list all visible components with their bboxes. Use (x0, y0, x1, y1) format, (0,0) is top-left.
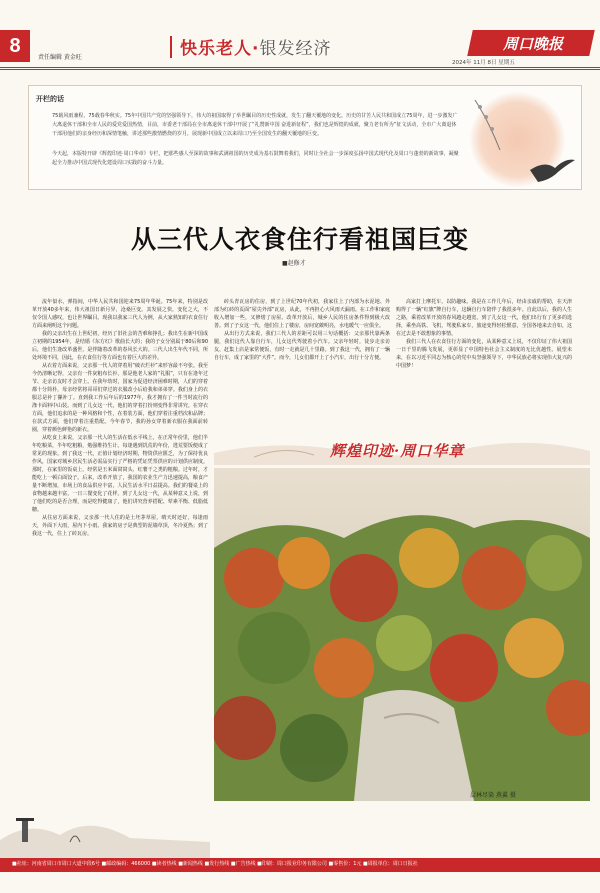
section-title-sep: · (252, 39, 260, 59)
paragraph: 从吃食上来说，父亲那一代人的生活在低水平线上，在正常年份里，他们半年吃粮菜，半年吃粗粮，勉强维持生计。每逢遇到饥荒的年份，逃荒要饭便成了常见的现象。到了我这一代，正值计划经济时期，物资供应匮乏，为了保持优良作风，国家对城乡居民生活必需品实行了严格的凭证凭票供应的计划供应制度。那时，在家里的饭桌上，经常是玉米面窝窝头、红薯干之类的粗粮。过年时，才能吃上一顿白面饺子。后来，改革开放了，我国的农业生产力迅速提高，粮食产量不断增加，市场上的食品供应丰富，人民生活水平日益提高。我们的餐桌上的食物越来越丰富，一日三餐变化了花样。到了儿女这一代，从某种意义上说，到了他们吃的是否合理，而是吃得健康了，他们讲究营养搭配、荤素平衡、低脂低糖。 (32, 435, 208, 513)
page-number: 8 (0, 30, 30, 62)
paragraph: 流年似水，弹指间，中华人民共和国迎来75周年华诞。75年来，特别是改革开放40多年来，伟大祖国日新月异，沧桑巨变。其发展之快，变化之大，不仅令国人感叹，也让世界瞩目。现我以我家三代人为例，从大家熟知的衣食住行方面来阐明这个问题。 (32, 299, 208, 329)
date-line: 2024年 11月 8日 星期五 (452, 60, 515, 66)
article-column-2 (214, 298, 390, 428)
article-column-3 (396, 298, 572, 428)
paragraph: 从衣着方面来说，父亲那一代人的穿着用“破衣烂衫”来形容最不夸张。我至今仍清晰记得，父亲有一件灰粗布长衫，那是他老人家的“礼服”，只有在逢年过节、走亲访友时才会穿上。在我年幼时，国家为促进经济困难时期，人们的穿着都十分简朴，母亲经常将哥哥们穿过的衣服改小后给我和弟弟穿。我们身上的衣服总是补丁摞补丁。直到我工作后年后的1977年，我才拥有了一件当时流行的涤卡面料中山装。而到了儿女这一代，他们的穿着打扮则变得非常讲究。在穿衣方面，他们追求的是一种风格和个性，在着装方面，他们穿着注重档次和品牌；在款式方面，他们穿着注重搭配。今年春节，我的孙女穿着新衣服在我面前转圈，穿着颜色鲜艳的新衣。 (32, 363, 208, 433)
paragraph: 我的父亲出生在上世纪初，经历了旧社会的苦难和挣扎；我出生在新中国成立初期的1954年，是结婚《东方红》歌曲长大的；我的子女分别属于80后和90后，他们生逢改革盛世，是伴随着改革的春风长大的。三代人出生年代不同，所处环境不同，因此，在衣食住行等方面也有着巨大的差异。 (32, 331, 208, 361)
photo-banner-title: 辉煌印迹·周口华章 (330, 442, 465, 460)
article-title: 从三代人衣食住行看祖国巨变 (130, 225, 469, 254)
paragraph: 从住房方面来说，父亲那一代人住的是土坯茅草屋，晴天时还好，每逢雨天，外面下大雨，屋内下小雨。我家的房子是典型的泥墙草顶，冬冷夏热；到了我这一代，住上了砖瓦房。 (32, 515, 208, 537)
intro-paragraph-2: 今天起，本版特开辟《辉煌印迹·周口华章》专栏，把那些感人至深的故事和武满祖国的历史成为基石鼓舞着我们，同时让全社会一步深度弘扬中国式现代化及周口与蓬勃的新故事，凝聚起全力推动中国式现代化建设周口实践的奋斗力量。 (52, 151, 459, 166)
paragraph: 砖头青瓦房的住房，到了上世纪70年代初，我家住上了内部为水泥地、外部为红砖的页面“屋尖外部”瓦房，从此，不再担心大风雨天漏雨。在工作和家庭收入增加一些，又修缮了房屋。改革开放后，城乡人民的住房条件得到极大改善。到了子女这一代，他们住上了楼房，房间宽敞明亮，水电暖气一应俱全。 (214, 299, 390, 329)
section-title (180, 34, 331, 59)
branch-decoration (470, 95, 510, 155)
section-title-main: 快乐老人 (180, 39, 252, 59)
swallow-icon (520, 140, 580, 190)
photo-caption: 层林尽染 燕翼 摄 (470, 792, 516, 799)
autumn-forest-photo (214, 468, 590, 801)
footer-text: ■社址：河南省周口市周口大道中段6号 ■邮政编码：466000 ■读者热线 ■新闻热线 ■发行热线 ■广告热线 ■印刷：周口报业印务有限公司 ■零售价：1元 ■周报单位：周口日报社 (12, 861, 418, 867)
ink-landscape-decoration (0, 800, 210, 858)
header-rule (0, 67, 600, 68)
paragraph: 高家打上摩托车，以防趣味。我是在工作几年后，经由亲戚的帮助，在天津购得了一辆“红旗”牌自行车，这辆自行车陪伴了我很多年。自此以后，我的人生之路，乘着改革开放的春风越走越宽。到了儿女这一代，他们出行有了更多的选择，乘坐高铁、飞机，驾驶私家车，旅途变得轻松惬意，全国各地来去自如，这在过去是不敢想象的事情。 (396, 299, 572, 337)
article-byline: ■赵修才 (282, 260, 306, 267)
article-column-1 (32, 298, 208, 800)
section-title-sub: 银发经济 (259, 39, 332, 59)
editor-line: 责任编辑 黄金旺 (38, 54, 82, 61)
intro-heading: 开栏的话 (36, 95, 64, 103)
paragraph: 从出行方式来说，我们三代人的差距可以用三句话概括：父亲那代靠两条腿，我们这代人靠自行车，儿女这代驾驶着小汽车。父亲年轻时，徒步走亲访友、赶集上店是家常便饭，有时一走就是几十里路。到了我这一代，拥有了一辆自行车，成了家里的“大件”。而今，儿女们都开上了小汽车，出行十分方便。 (214, 331, 390, 361)
intro-paragraph-1: 75载风雨兼程，75载春华秋实。75年中国共产党的坚强领导下，伟大的祖国取得了举世瞩目的历史性成就，发生了翻天覆地的变化。历史的甘苦人民共和国成立75周年，进一步激发广大离退休干部和全市人民的爱党爱国热情，目前，市委老干部局在全市离退休干部中开展了“礼赞新中国 奋进新征程”，我们也是辉煌的成就，聚力老有所为”征文活动，全市广大离退休干部用他们的亲身经历和深情笔触，讲述那些激情燃烧的岁月，展现新中国成立以来周口乃至全国发生的翻天覆地的巨变。 (52, 113, 458, 137)
paragraph: 我们三代人在衣食住行方面的变化，从某种意义上说，不仅印证了伟大祖国一日千里的腾飞发展，更彰显了中国特色社会主义制度的无比优越性。展望未来，在以习近平同志为核心的党中央坚强领导下，中华民族必将实现伟大复兴的中国梦！ (396, 339, 572, 369)
masthead-logo: 周口晚报 (502, 34, 563, 53)
header-rule-thin (0, 69, 600, 70)
section-divider (170, 36, 172, 58)
